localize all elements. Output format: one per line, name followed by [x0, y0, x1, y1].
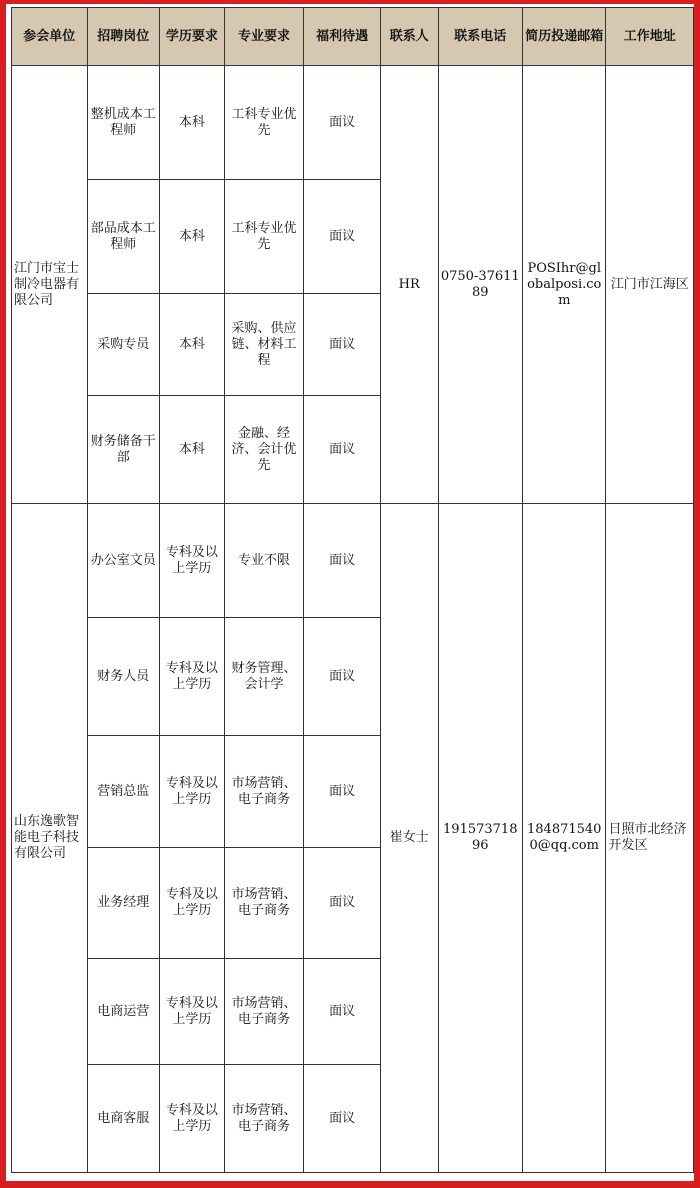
position-title: 营销总监 [87, 736, 160, 848]
position-major: 工科专业优先 [224, 180, 304, 294]
table-row [12, 504, 694, 618]
position-title: 部品成本工程师 [87, 180, 160, 294]
company-contact: HR [380, 66, 438, 504]
header-education: 学历要求 [160, 8, 225, 66]
header-company: 参会单位 [12, 8, 88, 66]
position-benefits: 面议 [304, 66, 381, 180]
company-address: 日照市北经济开发区 [606, 504, 694, 1173]
company-address: 江门市江海区 [606, 66, 694, 504]
position-major: 采购、供应链、材料工程 [224, 294, 304, 396]
company-name: 江门市宝士制冷电器有限公司 [12, 66, 88, 504]
position-major: 工科专业优先 [224, 66, 304, 180]
position-benefits: 面议 [304, 294, 381, 396]
position-benefits: 面议 [304, 618, 381, 736]
position-benefits: 面议 [304, 736, 381, 848]
position-title: 电商运营 [87, 959, 160, 1065]
position-education: 专科及以上学历 [160, 1065, 225, 1173]
header-address: 工作地址 [606, 8, 694, 66]
position-major: 市场营销、电子商务 [224, 1065, 304, 1173]
position-title: 电商客服 [87, 1065, 160, 1173]
position-title: 采购专员 [87, 294, 160, 396]
position-major: 财务管理、会计学 [224, 618, 304, 736]
company-phone: 19157371896 [438, 504, 522, 1173]
header-row [12, 8, 694, 66]
position-major: 市场营销、电子商务 [224, 959, 304, 1065]
header-email: 简历投递邮箱 [523, 8, 606, 66]
position-benefits: 面议 [304, 396, 381, 504]
position-benefits: 面议 [304, 959, 381, 1065]
position-education: 本科 [160, 66, 225, 180]
header-phone: 联系电话 [438, 8, 522, 66]
company-phone: 0750-3761189 [438, 66, 522, 504]
position-education: 本科 [160, 396, 225, 504]
position-major: 市场营销、电子商务 [224, 736, 304, 848]
header-contact: 联系人 [380, 8, 438, 66]
position-education: 本科 [160, 180, 225, 294]
position-title: 财务储备干部 [87, 396, 160, 504]
position-benefits: 面议 [304, 180, 381, 294]
company-email[interactable]: POSIhr@globalposi.com [523, 66, 606, 504]
position-benefits: 面议 [304, 504, 381, 618]
position-title: 办公室文员 [87, 504, 160, 618]
position-education: 专科及以上学历 [160, 959, 225, 1065]
position-major: 专业不限 [224, 504, 304, 618]
position-benefits: 面议 [304, 848, 381, 959]
position-title: 整机成本工程师 [87, 66, 160, 180]
table-row [12, 66, 694, 180]
company-name: 山东逸歌智能电子科技有限公司 [12, 504, 88, 1173]
header-benefits: 福利待遇 [304, 8, 381, 66]
position-education: 专科及以上学历 [160, 504, 225, 618]
position-major: 市场营销、电子商务 [224, 848, 304, 959]
position-title: 财务人员 [87, 618, 160, 736]
position-education: 专科及以上学历 [160, 618, 225, 736]
position-education: 专科及以上学历 [160, 848, 225, 959]
position-major: 金融、经济、会计优先 [224, 396, 304, 504]
header-position: 招聘岗位 [87, 8, 160, 66]
company-email[interactable]: 1848715400@qq.com [523, 504, 606, 1173]
position-title: 业务经理 [87, 848, 160, 959]
company-contact: 崔女士 [380, 504, 438, 1173]
position-benefits: 面议 [304, 1065, 381, 1173]
position-education: 专科及以上学历 [160, 736, 225, 848]
recruitment-table [11, 7, 694, 1173]
header-major: 专业要求 [224, 8, 304, 66]
position-education: 本科 [160, 294, 225, 396]
